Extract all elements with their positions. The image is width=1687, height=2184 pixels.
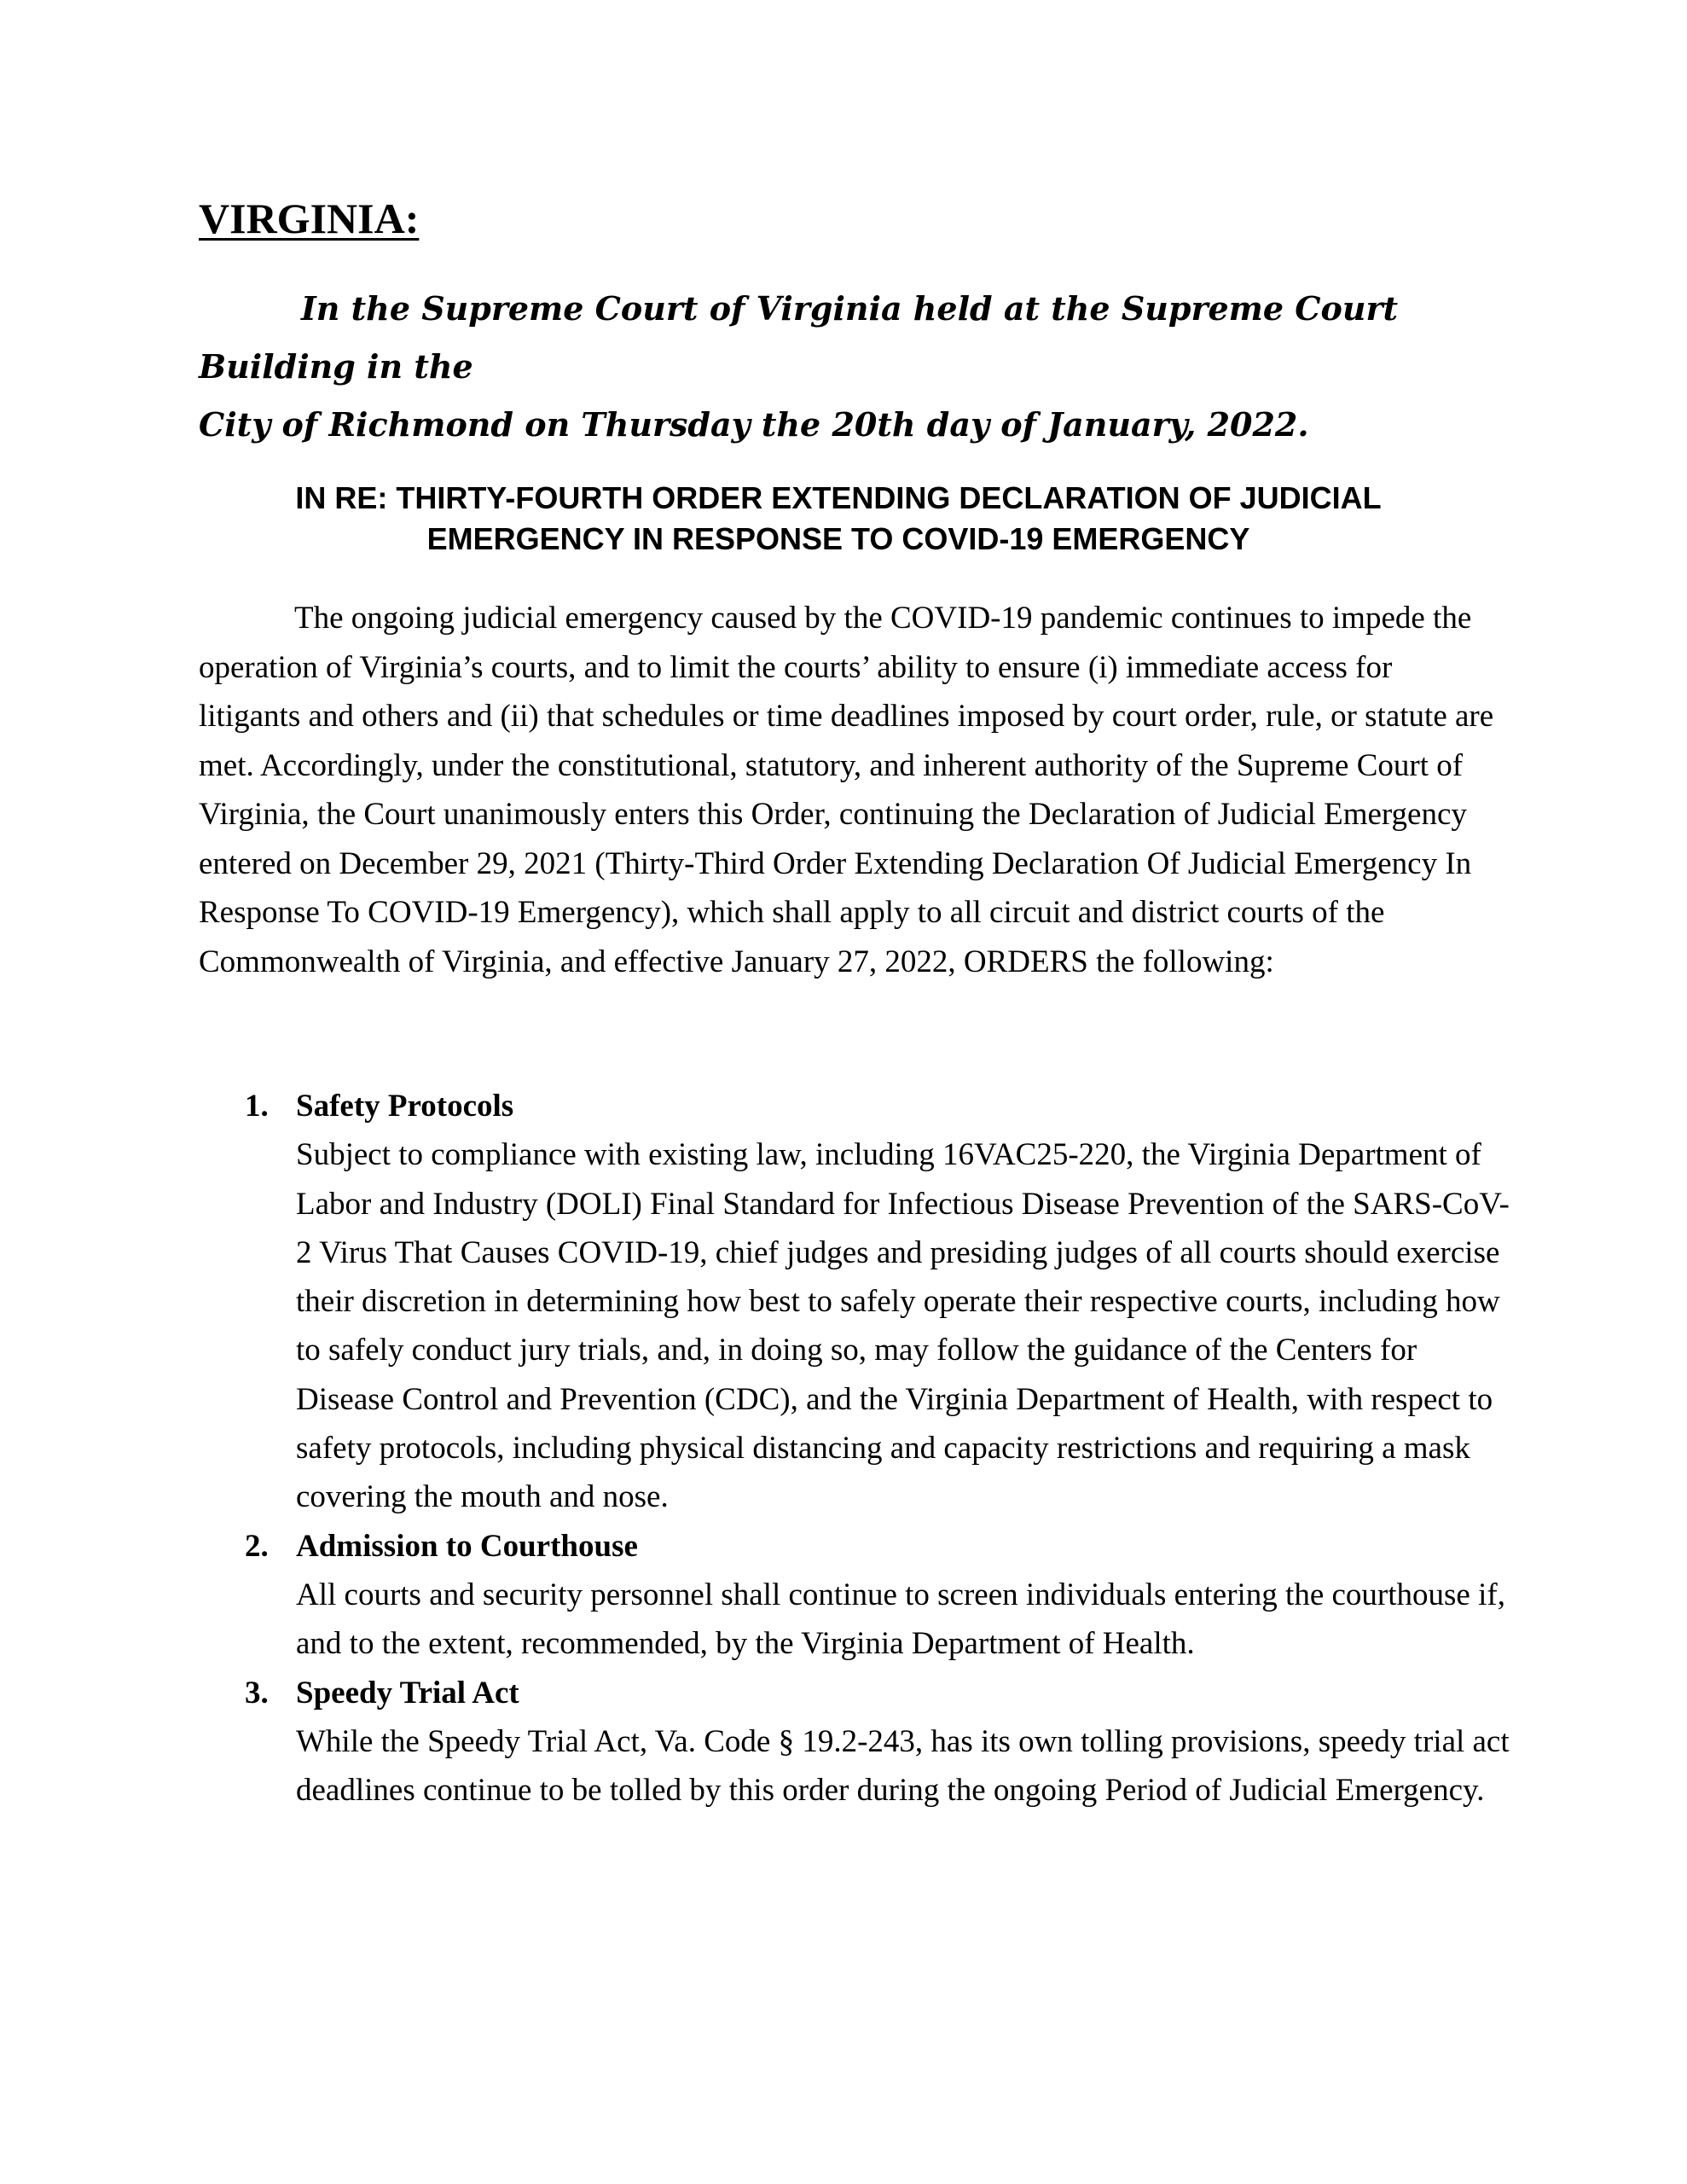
order-number: 3. xyxy=(245,1675,269,1711)
order-number: 1. xyxy=(245,1089,269,1124)
order-text: All courts and security personnel shall continue to screen individuals entering the courthouse if, and to the extent, recommended, by the Virginia Department of Health. xyxy=(296,1577,1505,1662)
order-item-admission-to-courthouse xyxy=(199,1522,1512,1669)
court-caption-line-2: City of Richmond on Thursday the 20th day of January, 2022. xyxy=(199,405,1309,444)
intro-paragraph: The ongoing judicial emergency caused by the COVID-19 pandemic continues to impede the operation of Virginia’s courts, and to limit the courts’ ability to ensure (i) immediate access for litigants and others and (ii) that schedules or time deadlines imposed by court order, rule, or statute are met. Accordingly, under the constitutional, statutory, and inherent authority of the Supreme Court of Virginia, the Court unanimously enters this Order, continuing the Declaration of Judicial Emergency entered on December 29, 2021 (Thirty-Third Order Extending Declaration Of Judicial Emergency In Response To COVID-19 Emergency), which shall apply to all circuit and district courts of the Commonwealth of Virginia, and effective January 27, 2022, ORDERS the following: xyxy=(199,601,1494,979)
order-text: While the Speedy Trial Act, Va. Code § 19.2-243, has its own tolling provisions, speedy trial act deadlines continue to be tolled by this order during the ongoing Period of Judicial Emergency. xyxy=(296,1723,1510,1809)
order-title xyxy=(199,478,1478,560)
order-heading: Speedy Trial Act xyxy=(296,1675,519,1711)
order-title-line-1: IN RE: THIRTY-FOURTH ORDER EXTENDING DECLARATION OF JUDICIAL xyxy=(295,480,1382,515)
court-caption-line-1: In the Supreme Court of Virginia held at the Supreme Court Building in the xyxy=(199,289,1399,386)
orders-list xyxy=(199,1082,1512,1815)
order-item-safety-protocols xyxy=(199,1082,1512,1522)
order-heading: Safety Protocols xyxy=(296,1089,514,1124)
order-heading: Admission to Courthouse xyxy=(296,1528,638,1564)
order-item-speedy-trial-act xyxy=(199,1669,1512,1815)
order-text: Subject to compliance with existing law, including 16VAC25-220, the Virginia Department of Labor and Industry (DOLI) Final Standard for Infectious Disease Prevention of the SARS-CoV-2 Virus That Causes COVID-19, chief judges and presiding judges of all courts should exercise their discretion in determining how best to safely operate their respective courts, including how to safely conduct jury trials, and, in doing so, may follow the guidance of the Centers for Disease Control and Prevention (CDC), and the Virginia Department of Health, with respect to safety protocols, including physical distancing and capacity restrictions and requiring a mask covering the mouth and nose. xyxy=(296,1137,1510,1515)
order-title-line-2: EMERGENCY IN RESPONSE TO COVID-19 EMERGENCY xyxy=(426,521,1250,556)
court-caption xyxy=(199,280,1504,454)
order-number: 2. xyxy=(245,1528,269,1564)
state-heading: VIRGINIA: xyxy=(199,195,420,242)
